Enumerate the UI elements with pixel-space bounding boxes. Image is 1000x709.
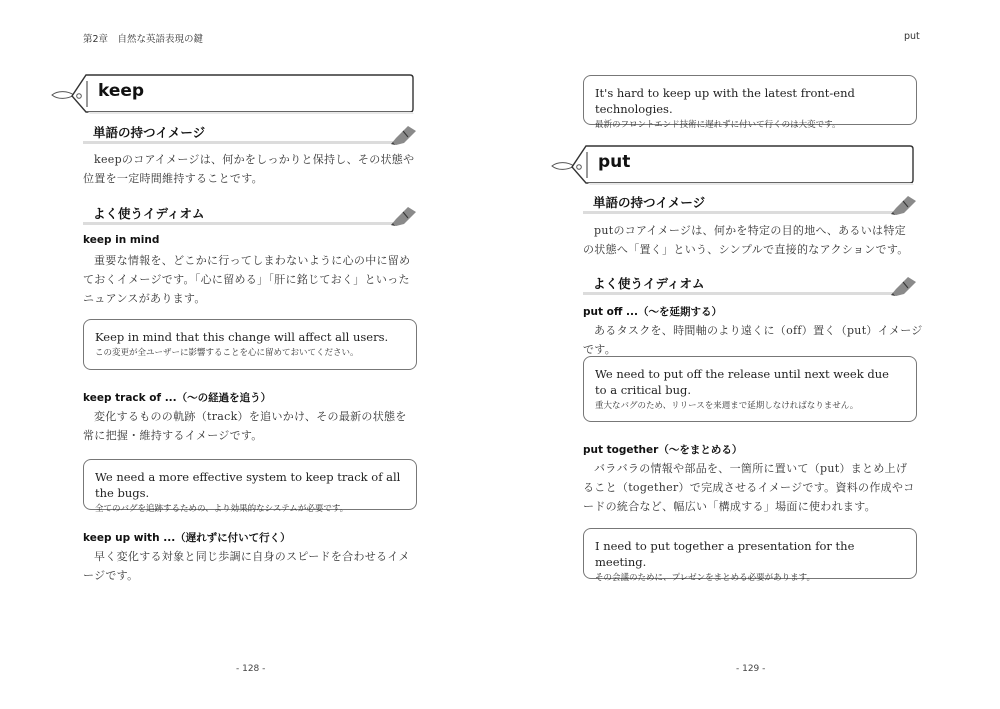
highlighter-pen-icon [889, 275, 917, 297]
running-header: 第2章 自然な英語表現の鍵 [83, 34, 204, 45]
example-english: I need to put together a presentation for the meeting. [595, 539, 855, 569]
example-japanese: その会議のために、プレゼンをまとめる必要があります。 [595, 573, 815, 583]
example-english: We need to put off the release until next week due to a critical bug. [595, 367, 889, 397]
idiom-phrase: put off ...（～を延期する） [583, 306, 723, 318]
word-title: put [598, 152, 631, 172]
example-box [583, 75, 917, 130]
idiom-description: あるタスクを、時間軸のより遠くに（off）置く（put）イメージです。 [583, 324, 923, 356]
example-japanese: 重大なバグのため、リリースを来週まで延期しなければなりません。 [595, 401, 859, 411]
word-tag-put [550, 145, 916, 183]
example-english: Keep in mind that this change will affect all users. [95, 330, 389, 344]
section-heading-idioms [583, 273, 917, 297]
word-title: keep [98, 81, 145, 101]
running-header: put [904, 31, 920, 42]
idiom-description: 変化するものの軌跡（track）を追いかけ、その最新の状態を常に把握・維持するイメージです。 [83, 410, 407, 442]
word-tag-keep [50, 74, 416, 112]
example-box [583, 528, 917, 583]
highlighter-pen-icon [389, 124, 417, 146]
section-title: 単語の持つイメージ [593, 195, 706, 210]
example-japanese: 全てのバグを追跡するための、より効果的なシステムが必要です。 [95, 504, 349, 514]
image-description: keepのコアイメージは、何かをしっかりと保持し、その状態や位置を一定時間維持することです。 [83, 153, 415, 185]
idiom-phrase: keep in mind [83, 234, 160, 246]
heading-underline [83, 222, 395, 225]
section-heading-image [83, 122, 417, 146]
page-number: - 128 - [236, 664, 266, 674]
idiom-phrase: put together（～をまとめる） [583, 444, 743, 456]
example-english: It's hard to keep up with the latest front-end technologies. [595, 86, 855, 116]
idiom-phrase: keep up with ...（遅れずに付いて行く） [83, 532, 291, 544]
highlighter-pen-icon [389, 205, 417, 227]
highlighter-pen-icon [889, 194, 917, 216]
section-heading-idioms [83, 203, 417, 227]
heading-underline [583, 211, 895, 214]
section-title: よく使うイディオム [93, 206, 205, 221]
section-title: 単語の持つイメージ [93, 125, 206, 140]
example-box [583, 356, 917, 422]
section-title: よく使うイディオム [593, 276, 705, 291]
idiom-description: バラバラの情報や部品を、一箇所に置いて（put）まとめ上げること（together）で完成させるイメージです。資料の作成やコードの統合など、幅広い「構成する」場面に使われます。 [583, 462, 915, 513]
idiom-description: 早く変化する対象と同じ歩調に自身のスピードを合わせるイメージです。 [83, 550, 410, 582]
idiom-description: 重要な情報を、どこかに行ってしまわないように心の中に留めておくイメージです。「心に留める」「肝に銘じておく」といったニュアンスがあります。 [83, 254, 411, 305]
page-number: - 129 - [736, 664, 766, 674]
right-page [500, 0, 1000, 709]
section-heading-image [583, 192, 917, 216]
example-box [83, 459, 417, 514]
heading-underline [583, 292, 895, 295]
example-japanese: この変更が全ユーザーに影響することを心に留めておいてください。 [95, 348, 359, 358]
idiom-phrase: keep track of ...（～の経過を追う） [83, 392, 272, 404]
example-english: We need a more effective system to keep track of all the bugs. [95, 470, 401, 500]
example-box [83, 319, 417, 370]
example-japanese: 最新のフロントエンド技術に遅れずに付いて行くのは大変です。 [595, 120, 841, 130]
heading-underline [83, 141, 395, 144]
image-description: putのコアイメージは、何かを特定の目的地へ、あるいは特定の状態へ「置く」という、シンプルで直接的なアクションです。 [583, 224, 909, 256]
